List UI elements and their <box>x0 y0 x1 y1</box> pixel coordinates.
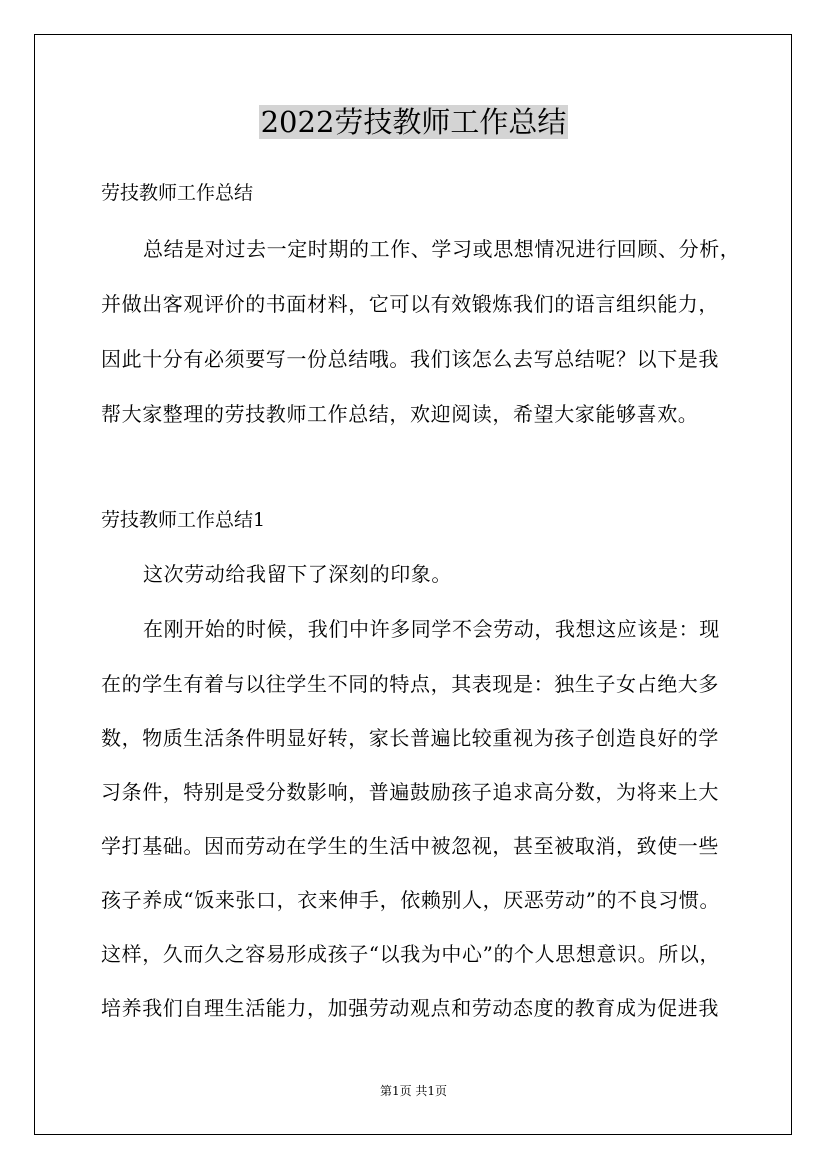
document-title: 2022劳技教师工作总结 <box>260 105 567 139</box>
paragraph-2-line-4: 习条件，特别是受分数影响，普遍鼓励孩子追求高分数，为将来上大 <box>101 780 719 804</box>
intro-line-3: 因此十分有必须要写一份总结哦。我们该怎么去写总结呢？以下是我 <box>101 347 719 371</box>
sub-heading: 劳技教师工作总结1 <box>101 509 266 531</box>
paragraph-2-line-6: 孩子养成“饭来张口，衣来伸手，依赖别人，厌恶劳动”的不良习惯。 <box>101 888 721 912</box>
paragraph-2-line-2: 在的学生有着与以往学生不同的特点，其表现是：独生子女占绝大多 <box>101 672 719 696</box>
paragraph-2-line-5: 学打基础。因而劳动在学生的生活中被忽视，甚至被取消，致使一些 <box>101 834 719 858</box>
intro-line-4: 帮大家整理的劳技教师工作总结，欢迎阅读，希望大家能够喜欢。 <box>101 402 699 426</box>
intro-line-2: 并做出客观评价的书面材料，它可以有效锻炼我们的语言组织能力， <box>101 292 719 316</box>
paragraph-2-line-1: 在刚开始的时候，我们中许多同学不会劳动，我想这应该是：现 <box>143 617 720 641</box>
intro-line-1: 总结是对过去一定时期的工作、学习或思想情况进行回顾、分析， <box>143 237 741 261</box>
page-footer: 第1页 共1页 <box>379 1084 448 1098</box>
paragraph-2-line-3: 数，物质生活条件明显好转，家长普遍比较重视为孩子创造良好的学 <box>101 726 719 750</box>
paragraph-2-line-7: 这样，久而久之容易形成孩子“以我为中心”的个人思想意识。所以， <box>101 942 721 966</box>
paragraph-1: 这次劳动给我留下了深刻的印象。 <box>143 562 452 586</box>
paragraph-2-line-8: 培养我们自理生活能力，加强劳动观点和劳动态度的教育成为促进我 <box>101 996 719 1020</box>
section-heading: 劳技教师工作总结 <box>101 182 254 204</box>
